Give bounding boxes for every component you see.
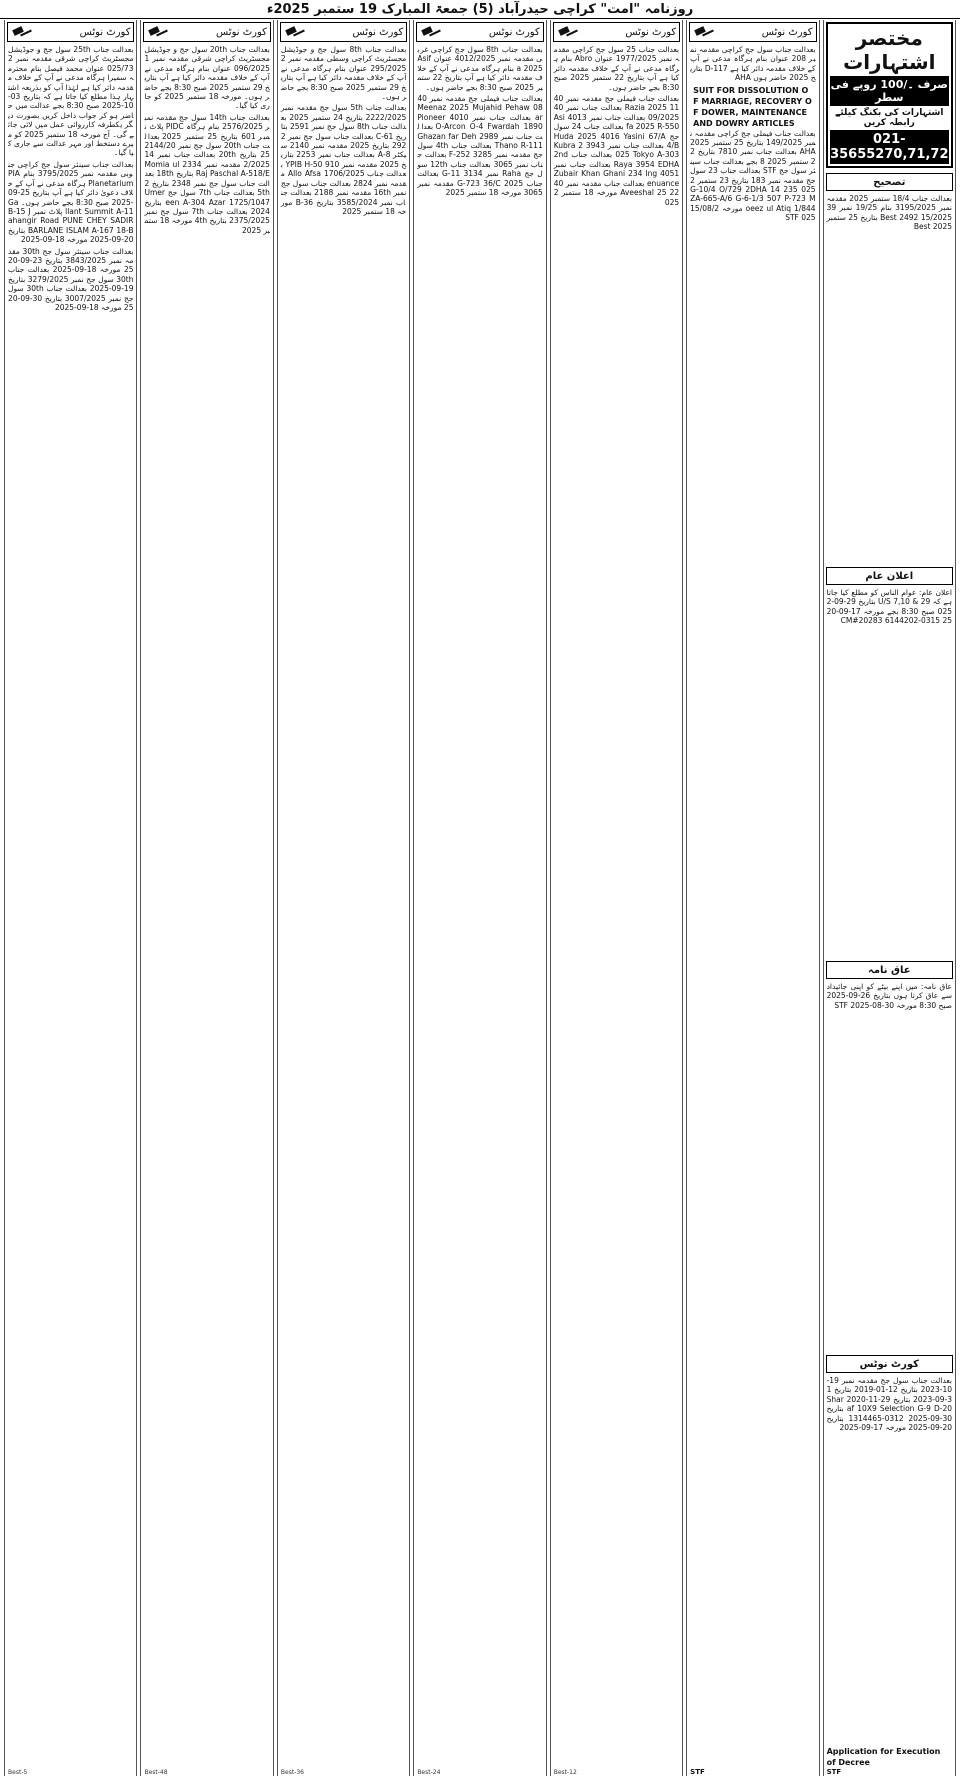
section-header-tasheeh [826, 173, 953, 191]
column-text [824, 1376, 955, 1746]
column-text [824, 194, 955, 564]
notice: بعدالت جناب 8th سول جج و جوڈیشل مجسٹریٹ کراچی وسطی مقدمہ نمبر 2295/2025 عنوان بنام ہرگاہ مدعی نے آپ کے خلاف مقدمہ دائر کیا ہے آپ بتاریخ 29 ستمبر 2025 صبح 8:30 بجے حاضر ہوں۔ [280, 45, 407, 102]
notice: بعدالت جناب سول جج کراچی مقدمہ نمبر 208 عنوان بنام ہرگاہ مدعی نے آپ کے خلاف مقدمہ دائر کیا ہے D-117 بتاریخ 2025 حاضر ہوں AHA [690, 45, 816, 83]
header-title: کورٹ نوٹس [625, 26, 677, 38]
notice-tag: STF [826, 1768, 842, 1776]
gavel-icon [11, 27, 33, 37]
ad-booking: اشتہارات کی بکنگ کیلئے رابطہ کریں [835, 108, 944, 128]
column-text [687, 45, 818, 1768]
ad-rate: صرف ۔/100 روپے فی سطر [830, 78, 948, 104]
section-header-court [826, 1355, 953, 1373]
section-title: کورٹ نوٹس [859, 1358, 919, 1370]
column-3 [277, 20, 410, 1776]
header-title: کورٹ نوٹس [216, 26, 267, 38]
column-text [824, 588, 955, 958]
notice: بعدالت جناب فیملی جج کراچی مقدمہ نمبر 149/2025 بتاریخ 25 ستمبر 2025 AHA بعدالت جناب نمبر 7810 بتاریخ 22 ستمبر 2025 8 بجے بعدالت جناب سینئر سول جج STF بعدالت جناب 23 سول جج مقدمہ نمبر 183 بتاریخ 23 ستمبر 2025 G-10/4 O/729 2DHA 14 235 ZA-665-A/6 G-6-1/3 507 P-723 Moeez ul Atiq 1/844 مورخہ 15/08/2025 STF [690, 128, 816, 223]
masthead: روزنامہ "امت" کراچی حیدرآباد (5) جمعۃ المبارک 19 ستمبر 2025ء [0, 0, 960, 19]
notice: بعدالت جناب 14th سول جج مقدمہ نمبر 2576/2025 بنام ہرگاہ PIDC پلاٹ نمبر 601 بتاریخ 25 ستمبر 2025 بعدالت جناب 20th سول جج نمبر 2144/2025 بتاریخ 20th بعدالت جناب نمبر 142/2025 مقدمہ نمبر 2334 Momia ul Raj Paschal A-518/E بتاریخ 18th بعدالت جناب سول جج نمبر 2348 بتاریخ 25th بعدالت جناب 7th سول جج Umereen A-304 Azar 1725/1047 بتاریخ 2024 بعدالت جناب 7th سول جج نمبر 2375/2025 بتاریخ 4th مورخہ 18 ستمبر 2025 [144, 112, 270, 235]
notice: اعلان عام: عوام الناس کو مطلع کیا جاتا ہے کہ U/S 7,10 & 29 بتاریخ 29-09-2025 صبح 8:30 بجے مورخہ 17-09-2025 0315-6144202 CM#20283 [826, 588, 952, 626]
notice: بعدالت جناب 20th سول جج و جوڈیشل مجسٹریٹ کراچی شرقی مقدمہ نمبر 1096/2025 عنوان بنام ہرگاہ مدعی نے آپ کے خلاف مقدمہ دائر کیا ہے آپ بتاریخ 29 ستمبر 2025 صبح 8:30 بجے حاضر ہوں۔ مورخہ 18 ستمبر 2025 کو جاری کیا گیا۔ [144, 45, 270, 111]
classified-ad-box [826, 22, 953, 168]
notice: بعدالت جناب سول جج مقدمہ نمبر 19-10-2023 بتاریخ 12-01-2019 بتاریخ 13-09-2023 بتاریخ 29-11-2020 Sharaf 10X9 Selection G-9 D-20 بتاریخ 30-09-2025 0312-1314465 بتاریخ 20-09-2025 مورخہ 17-09-2025 [826, 1376, 952, 1433]
section-title: اعلان عام [865, 570, 914, 582]
notice-tag: Best-12 [553, 1769, 577, 1776]
gavel-icon [420, 27, 442, 37]
notice: عاق نامہ: میں اپنے بیٹے کو اپنی جائیداد سے عاق کرتا ہوں بتاریخ 26-09-2025 صبح 8:30 مورخہ 30-08-2025 STF [826, 982, 952, 1010]
column-header [689, 22, 816, 42]
notice: بعدالت جناب 5th سول جج مقدمہ نمبر 2222/2025 بتاریخ 24 ستمبر 2025 بعدالت جناب 8th سول جج نمبر 2591 بتاریخ C-61 بعدالت جناب سول جج نمبر 2292 بتاریخ 2025 مقدمہ نمبر 2140 سیکٹر 8-A بعدالت جناب نمبر 2253 بتاریخ 2025 مقدمہ نمبر 910 YPIB H-50 بعدالت جناب Allo Afsa 1706/2025 مقدمہ نمبر 2824 بعدالت جناب سول جج نمبر 16th مقدمہ نمبر 2188 بعدالت جناب نمبر 3585/2024 بتاریخ B-36 مورخہ 18 ستمبر 2025 [280, 103, 407, 216]
column-5 [550, 20, 683, 1776]
column-4 [413, 20, 546, 1776]
section-header-aaq [826, 961, 953, 979]
header-title: کورٹ نوٹس [352, 26, 404, 38]
notice: بعدالت جناب سینئر سول جج کراچی جنوبی مقدمہ نمبر 3795/2025 بنام PIA Planetarium ہرگاہ مدعی نے آپ کے خلاف دعویٰ دائر کیا ہے آپ بتاریخ 25-09-2025 صبح 8:30 بجے حاضر ہوں۔ Gallant Summit A-11 پلاٹ نمبر B-15 Jahangir Road PUNE CHEY SADIR BARLANE ISLAM A-167 18-B بتاریخ 20-09-2025 مورخہ 18-09-2025 [8, 159, 134, 245]
columns [4, 20, 956, 1776]
header-title: کورٹ نوٹس [488, 26, 540, 38]
notice: بعدالت جناب فیملی جج مقدمہ نمبر 4011 Razia 2025 بعدالت جناب نمبر 4009/2025 بعدالت جناب نمبر 4013 Asifa 2025 R-550 بعدالت جناب 24 سول جج Huda 2025 4016 Yasini 67/A 4/B بعدالت جناب نمبر 3943 Kubra 2025 Tokyo A-303 بعدالت جناب 2nd Raya 3954 EDHA بعدالت جناب نمبر 4051 Zubair Khan Ghani 234 Ingenuance بعدالت جناب مقدمہ نمبر 4022 Aveeshal 25 مورخہ 18 ستمبر 2025 [553, 94, 680, 207]
section-header-ilan [826, 567, 953, 585]
notice: بعدالت جناب 8th سول جج کراچی غربی مقدمہ نمبر 4012/2025 عنوان Asifa 2025 بنام ہرگاہ مدعی نے آپ کے خلاف مقدمہ دائر کیا ہے آپ بتاریخ 22 ستمبر 2025 صبح 8:30 بجے حاضر ہوں۔ [417, 45, 543, 92]
column-6 [686, 20, 819, 1776]
notice-tag: Best-36 [280, 1769, 304, 1776]
ad-title: مختصر اشتہارات [843, 26, 936, 74]
notice: بعدالت جناب 18/4 ستمبر 2025 مقدمہ نمبر 3195/2025 بنام 19/25 نمبر 3915/2025 Best 2492 بتاریخ 25 ستمبر 2025 Best [826, 194, 953, 232]
column-1 [4, 20, 137, 1776]
column-2 [140, 20, 273, 1776]
english-notice-dissolution: SUIT FOR DISSOLUTION OF MARRIAGE, RECOVERY OF DOWER, MAINTENANCE AND DOWRY ARTICLES [693, 85, 812, 128]
notice: بعدالت جناب سینئر سول جج 30th مقدمہ نمبر 3843/2025 بتاریخ 23-09-2025 مورخہ 18-09-2025 بعدالت جناب 30th سول جج نمبر 3279/2025 بتاریخ 19-09-2025 بعدالت جناب 30th سول جج نمبر 3007/2025 بتاریخ 30-09-2025 مورخہ 18-09-2025 [8, 246, 134, 312]
column-header [553, 22, 680, 42]
notice: بعدالت جناب 25 سول جج کراچی مقدمہ نمبر 1977/2025 عنوان Abro بنام ہرگاہ مدعی نے آپ کے خلاف مقدمہ دائر کیا ہے آپ بتاریخ 22 ستمبر 2025 صبح 8:30 بجے حاضر ہوں۔ [553, 45, 680, 92]
english-notice-execution: Application for Execution of Decree [826, 1747, 941, 1767]
column-header [7, 22, 134, 42]
column-text [551, 45, 682, 1769]
column-text [5, 45, 136, 1769]
column-text [141, 45, 272, 1769]
gavel-icon [557, 27, 579, 37]
column-header [143, 22, 270, 42]
notice-tag: Best-48 [144, 1769, 168, 1776]
notice: بعدالت جناب فیملی جج مقدمہ نمبر 4008 Meenaz 2025 Mujahid Pehawar بعدالت جناب نمبر 4010 Pioneer O-Arcon O-4 Fwardah 1890 بعدالت جناب نمبر 2989 Ghazan far Deh Thano R-111 بعدالت جناب 4th سول جج مقدمہ نمبر 3285 F-252 بعدالت جناب نمبر 3065 بعدالت جناب 12th سول جج Raha نمبر 3134 G-11 بعدالت جناب 2025 G-723 36/C مقدمہ نمبر 3065 مورخہ 18 ستمبر 2025 [417, 94, 543, 198]
gavel-icon [147, 27, 169, 37]
column-header [416, 22, 543, 42]
gavel-icon [693, 27, 715, 37]
column-header [280, 22, 407, 42]
column-7 [823, 20, 956, 1776]
notice-tag: Best-24 [417, 1769, 441, 1776]
section-title: عاق نامہ [868, 964, 911, 976]
header-title: کورٹ نوٹس [79, 26, 131, 38]
notice-tag: Best-5 [8, 1769, 28, 1776]
ad-phone: 021-35655270,71,72 [830, 132, 949, 162]
notice-tag: STF [690, 1768, 705, 1776]
section-title: تصحیح [873, 176, 906, 188]
header-title: کورٹ نوٹس [761, 26, 813, 38]
notice: بعدالت جناب 25th سول جج و جوڈیشل مجسٹریٹ کراچی شرقی مقدمہ نمبر 2025/73 عنوان محمد فیصل بنام محترمہ سمیرا ہرگاہ مدعی نے آپ کے خلاف مقدمہ دائر کیا ہے لہٰذا آپ کو بذریعہ اشتہار ہذا مطلع کیا جاتا ہے کہ بتاریخ 03-10-2025 صبح 8:30 بجے عدالت میں حاضر ہو کر جواب داخل کریں بصورت دیگر یکطرفہ کارروائی عمل میں لائی جائے گی۔ آج مورخہ 18 ستمبر 2025 کو میرے دستخط اور مہر عدالت سے جاری کیا گیا۔ [8, 45, 134, 158]
gavel-icon [284, 27, 306, 37]
column-text [824, 982, 955, 1352]
column-text [278, 45, 409, 1769]
column-text [414, 45, 545, 1769]
